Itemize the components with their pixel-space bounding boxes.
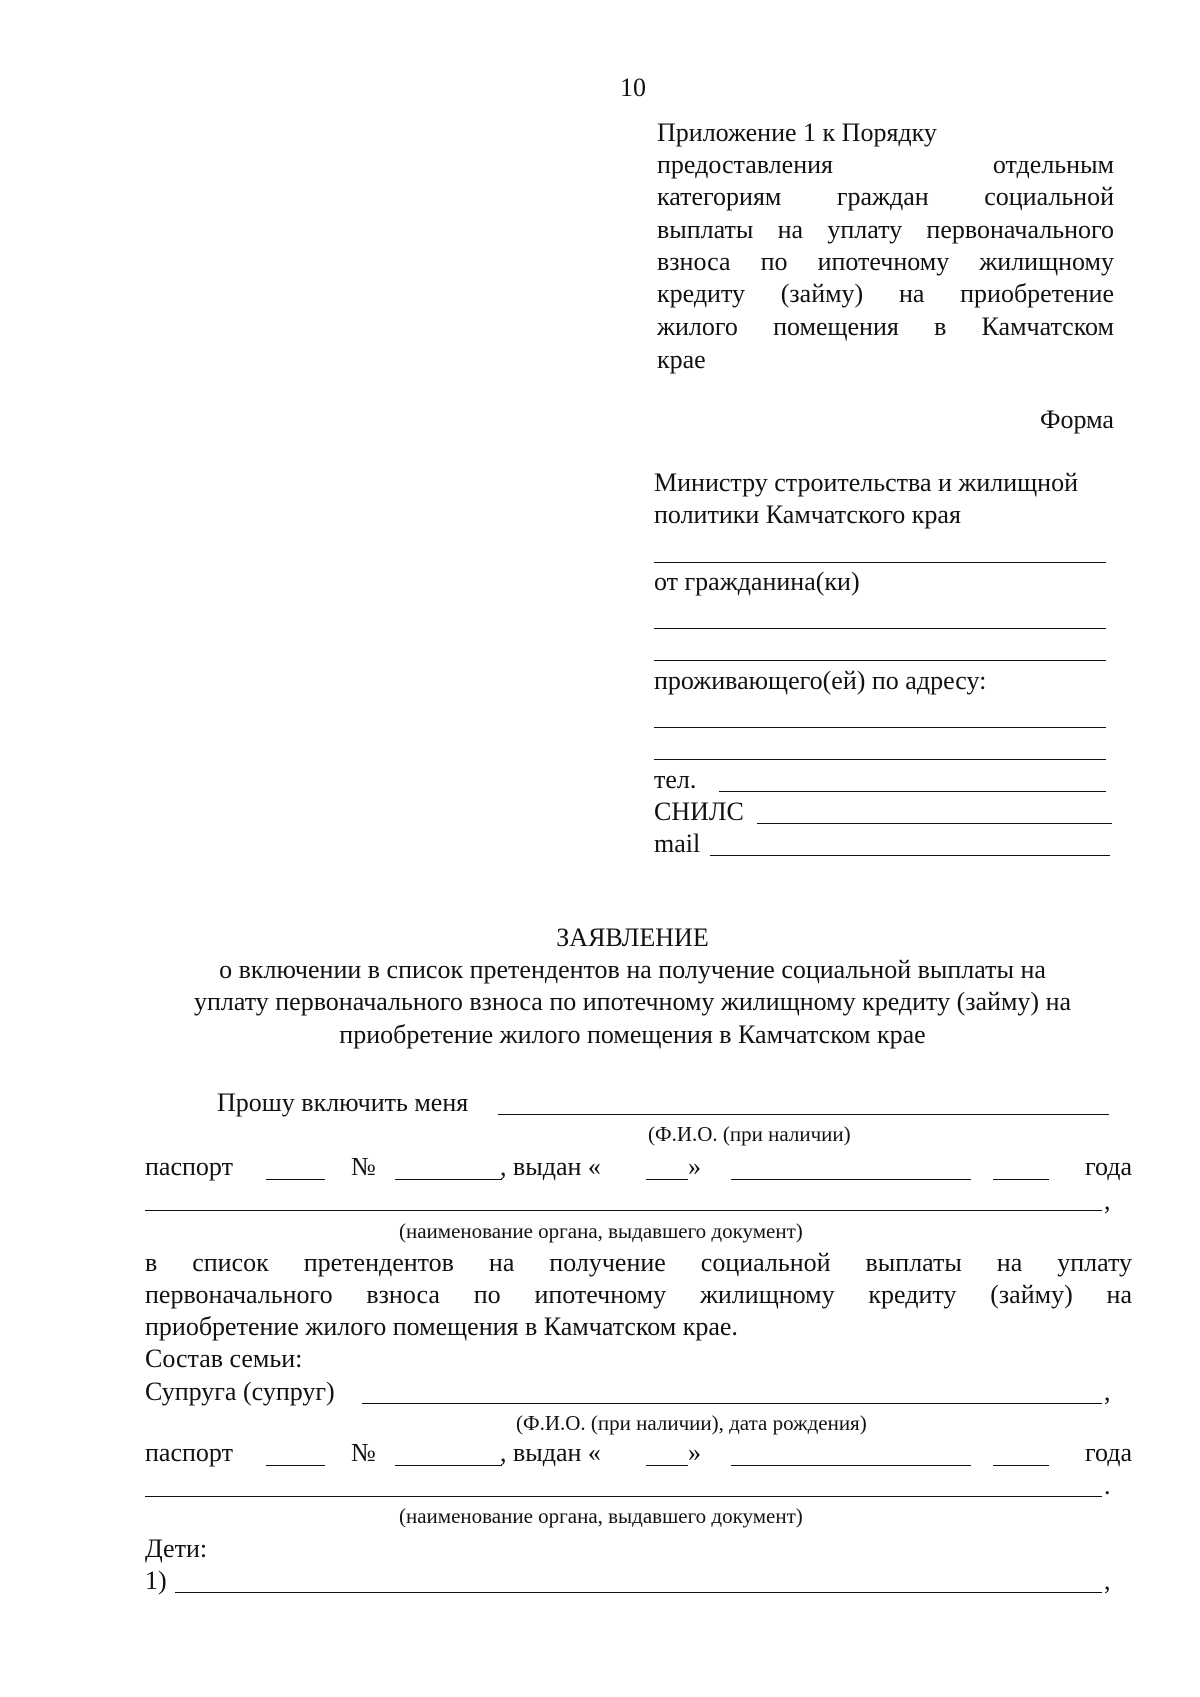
snils-label: СНИЛС (654, 797, 744, 826)
snils-line[interactable] (757, 823, 1112, 824)
spouse-passport-row (145, 1437, 1132, 1469)
appendix-line: жилого помещения в Камчатском (657, 312, 1114, 341)
year-label: года (1084, 1152, 1132, 1181)
appendix-line: кредиту (займу) на приобретение (657, 279, 1114, 308)
address-line-2[interactable] (654, 759, 1106, 760)
subtitle-line-1: о включении в список претендентов на получение социальной выплаты на (219, 955, 1046, 984)
issue-month-line[interactable] (731, 1179, 971, 1180)
paragraph-line-2: первоначального взноса по ипотечному жилищному кредиту (займу) на (145, 1280, 1132, 1309)
form-label: Форма (1040, 405, 1114, 434)
issued-label: , выдан « (500, 1438, 601, 1467)
subtitle-line-3: приобретение жилого помещения в Камчатском крае (339, 1020, 926, 1049)
number-sign: № (351, 1438, 376, 1467)
document-title: ЗАЯВЛЕНИЕ (556, 923, 709, 952)
appendix-line: выплаты на уплату первоначального (657, 215, 1114, 244)
paragraph-line-1: в список претендентов на получение социальной выплаты на уплату (145, 1248, 1132, 1277)
phone-label: тел. (654, 765, 697, 794)
appendix-line: взноса по ипотечному жилищному (657, 247, 1114, 276)
issue-month-line[interactable] (731, 1465, 971, 1466)
from-citizen-label: от гражданина(ки) (654, 567, 860, 596)
passport-label: паспорт (145, 1438, 233, 1467)
child-1-line[interactable] (175, 1592, 1102, 1593)
page-number: 10 (620, 73, 646, 102)
mail-line[interactable] (710, 855, 1110, 856)
citizen-name-line-1[interactable] (654, 628, 1106, 629)
issue-day-line[interactable] (646, 1465, 688, 1466)
passport-label: паспорт (145, 1152, 233, 1181)
spouse-comma: , (1104, 1377, 1111, 1406)
paragraph-line-3: приобретение жилого помещения в Камчатском крае. (145, 1312, 738, 1341)
close-quote: » (688, 1438, 701, 1467)
passport-series-line[interactable] (266, 1179, 325, 1180)
issuer-line[interactable] (145, 1210, 1102, 1211)
request-label: Прошу включить меня (217, 1088, 469, 1117)
phone-line[interactable] (719, 791, 1106, 792)
subtitle-line-2: уплату первоначального взноса по ипотечному жилищному кредиту (займу) на (193, 987, 1072, 1016)
spouse-issuer-period: . (1104, 1471, 1111, 1500)
address-label: проживающего(ей) по адресу: (654, 666, 987, 695)
mail-label: mail (654, 829, 701, 858)
appendix-first-line: Приложение 1 к Порядку (657, 118, 937, 147)
child-1-comma: , (1104, 1566, 1111, 1595)
appendix-line: категориям граждан социальной (657, 182, 1114, 211)
passport-series-line[interactable] (266, 1465, 325, 1466)
spouse-label: Супруга (супруг) (145, 1377, 335, 1406)
applicant-name-line[interactable] (498, 1114, 1109, 1115)
appendix-last-line: крае (657, 345, 706, 374)
close-quote: » (688, 1152, 701, 1181)
issue-day-line[interactable] (646, 1179, 688, 1180)
addressee-blank-line[interactable] (654, 562, 1106, 563)
family-label: Состав семьи: (145, 1344, 303, 1373)
spouse-issuer-hint: (наименование органа, выдавшего документ) (399, 1504, 803, 1528)
issuer-hint: (наименование органа, выдавшего документ) (399, 1219, 803, 1243)
issue-year-line[interactable] (993, 1179, 1049, 1180)
fio-hint: (Ф.И.О. (при наличии) (648, 1122, 851, 1146)
children-label: Дети: (145, 1534, 208, 1563)
spouse-hint: (Ф.И.О. (при наличии), дата рождения) (516, 1411, 867, 1435)
child-1-label: 1) (145, 1566, 167, 1595)
year-label: года (1084, 1438, 1132, 1467)
issue-year-line[interactable] (993, 1465, 1049, 1466)
issuer-comma: , (1104, 1186, 1111, 1215)
addressee-line-1: Министру строительства и жилищной (654, 468, 1079, 497)
citizen-name-line-2[interactable] (654, 660, 1106, 661)
passport-number-line[interactable] (395, 1179, 502, 1180)
address-line-1[interactable] (654, 727, 1106, 728)
addressee-line-2: политики Камчатского края (654, 500, 961, 529)
spouse-issuer-line[interactable] (145, 1496, 1102, 1497)
issued-label: , выдан « (500, 1152, 601, 1181)
appendix-line: предоставления отдельным (657, 150, 1114, 179)
passport-row (145, 1151, 1132, 1183)
number-sign: № (351, 1152, 376, 1181)
passport-number-line[interactable] (395, 1465, 502, 1466)
spouse-name-line[interactable] (362, 1403, 1102, 1404)
